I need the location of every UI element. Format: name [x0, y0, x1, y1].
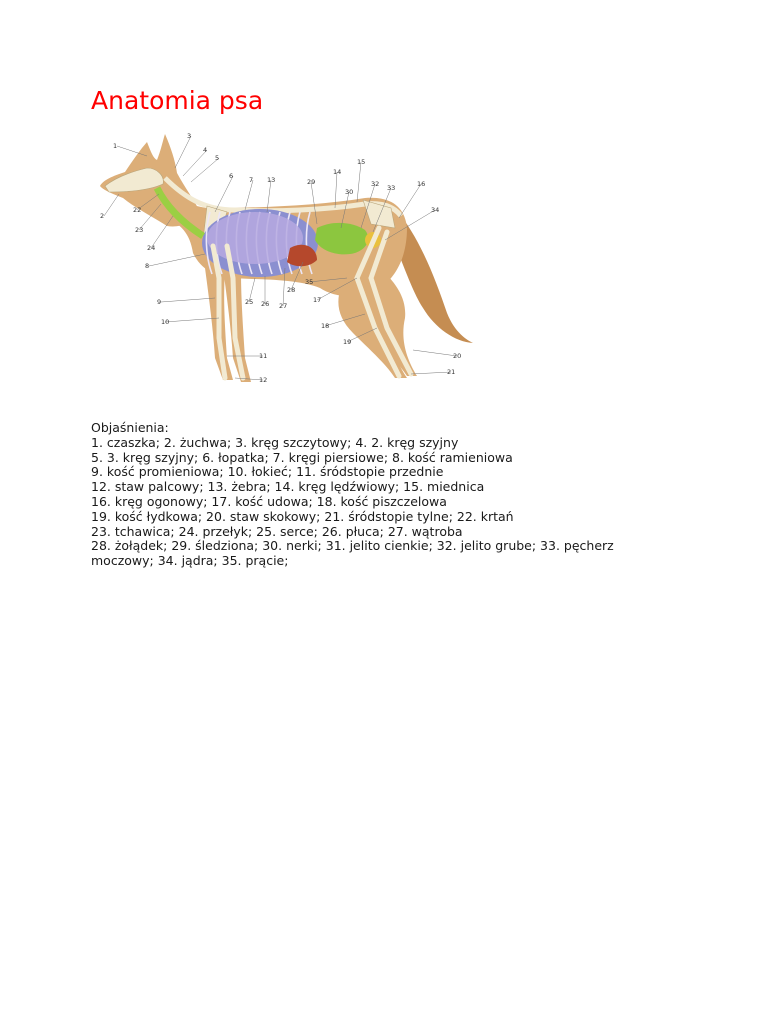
leader-line [165, 318, 219, 322]
leader-line [357, 162, 361, 202]
leader-line [413, 350, 457, 356]
caption-line: 28. żołądek; 29. śledziona; 30. nerki; 31. jelito cienkie; 32. jelito grube; 33. pęcherz [91, 538, 614, 554]
caption-line: 19. kość łydkowa; 20. staw skokowy; 21. śródstopie tylne; 22. krtań [91, 508, 514, 524]
figure-label: 8 [145, 262, 150, 270]
figure-label: 24 [147, 244, 156, 252]
figure-label: 32 [371, 180, 380, 188]
figure-label: 29 [307, 178, 316, 186]
figure-label: 16 [417, 180, 426, 188]
figure-label: 1 [113, 142, 118, 150]
figure-label: 19 [343, 338, 352, 346]
figure-label: 6 [229, 172, 234, 180]
figure-label: 28 [287, 286, 296, 294]
caption-line: 1. czaszka; 2. żuchwa; 3. kręg szczytowy; 4. 2. kręg szyjny [91, 434, 459, 450]
figure-label: 3 [187, 132, 192, 140]
leader-line [104, 194, 119, 216]
caption-line: 16. kręg ogonowy; 17. kość udowa; 18. kość piszczelowa [91, 493, 447, 509]
leader-line [175, 136, 191, 168]
figure-label: 26 [261, 300, 270, 308]
figure-label: 18 [321, 322, 330, 330]
caption-heading: Objaśnienia: [91, 420, 169, 435]
caption-line: 23. tchawica; 24. przełyk; 25. serce; 26. płuca; 27. wątroba [91, 523, 463, 539]
dog-anatomy-illustration [95, 128, 475, 390]
figure-label: 22 [133, 206, 142, 214]
figure-label: 15 [357, 158, 366, 166]
caption-line: moczowy; 34. jądra; 35. prącie; [91, 553, 289, 569]
figure-label: 5 [215, 154, 220, 162]
figure-label: 33 [387, 184, 396, 192]
caption-line: 9. kość promieniowa; 10. łokieć; 11. śródstopie przednie [91, 464, 444, 480]
figure-label: 9 [157, 298, 162, 306]
leader-line [215, 176, 233, 212]
figure-label: 34 [431, 206, 440, 214]
figure-label: 25 [245, 298, 254, 306]
figure-label: 4 [203, 146, 208, 154]
figure-label: 13 [267, 176, 276, 184]
figure-label: 2 [100, 212, 105, 220]
figure-label: 27 [279, 302, 288, 310]
figure-label: 12 [259, 376, 268, 384]
leader-line [149, 254, 205, 266]
figure-label: 11 [259, 352, 268, 360]
figure-label: 30 [345, 188, 354, 196]
caption [91, 421, 691, 569]
page-title: Anatomia psa [91, 86, 264, 115]
figure-label: 14 [333, 168, 342, 176]
figure-label: 21 [447, 368, 456, 376]
leader-line [411, 372, 451, 374]
figure-label: 20 [453, 352, 462, 360]
figure-label: 7 [249, 176, 254, 184]
figure-label: 23 [135, 226, 144, 234]
leader-line [399, 184, 421, 218]
figure-label: 17 [313, 296, 322, 304]
leader-line [161, 298, 215, 302]
figure-label: 35 [305, 278, 314, 286]
leader-line [245, 180, 253, 210]
caption-line: 12. staw palcowy; 13. żebra; 14. kręg lędźwiowy; 15. miednica [91, 479, 485, 495]
caption-line: 5. 3. kręg szyjny; 6. łopatka; 7. kręgi piersiowe; 8. kość ramieniowa [91, 449, 513, 465]
figure-label: 10 [161, 318, 170, 326]
